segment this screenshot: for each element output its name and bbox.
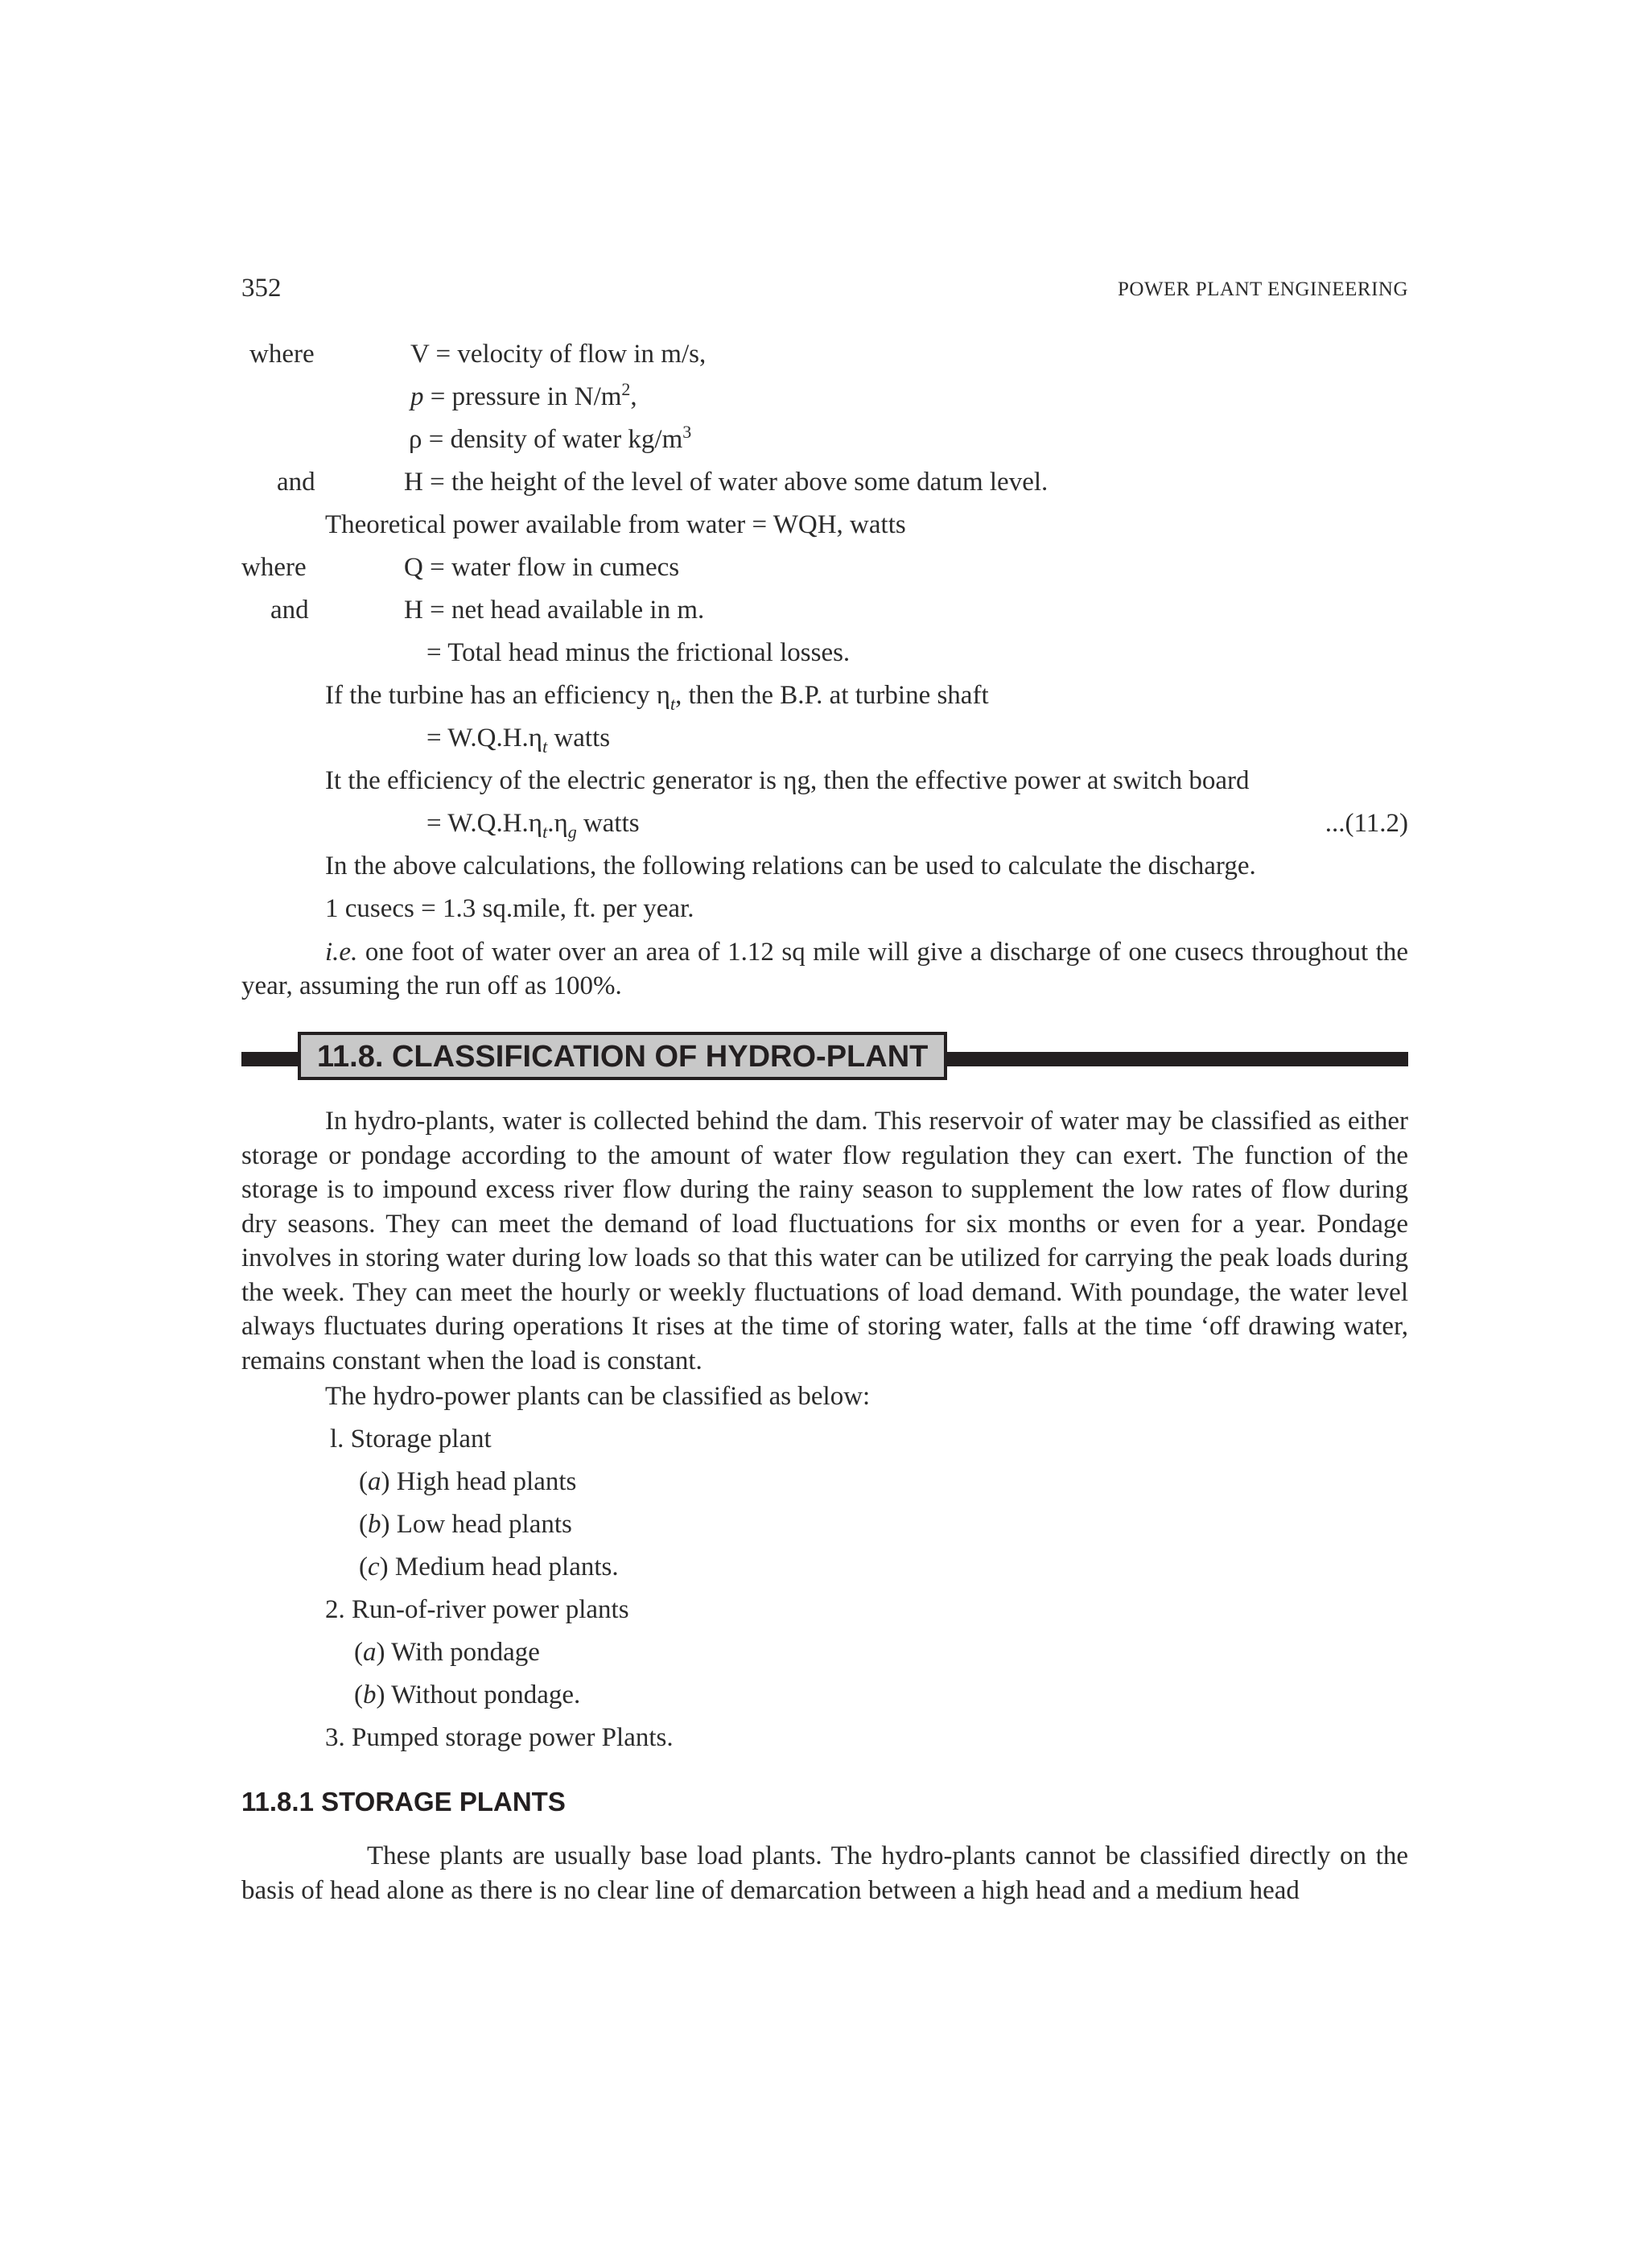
total-head-line: = Total head minus the frictional losses. — [426, 638, 851, 667]
density-text: ρ = density of water kg/m — [409, 425, 683, 454]
item-text: Low head plants — [389, 1510, 572, 1539]
bp-text-a: = W.Q.H.η — [426, 724, 543, 753]
eff-text-b: watts — [576, 809, 640, 838]
page-number: 352 — [241, 274, 282, 303]
ie-text: one foot of water over an area of 1.12 sq mile will give a discharge of one cusecs throughout the year, assuming the run off as 100%. — [241, 938, 1408, 1000]
pressure-end: , — [630, 382, 637, 411]
item-letter: b — [368, 1510, 381, 1539]
net-head-definition: H = net head available in m. — [404, 596, 705, 625]
list-intro: The hydro-power plants can be classified as below: — [325, 1382, 871, 1411]
item-letter: c — [368, 1553, 380, 1581]
page-header — [241, 274, 1408, 306]
list-item-pumped-storage: 3. Pumped storage power Plants. — [325, 1723, 674, 1752]
where-label: where — [249, 340, 315, 369]
eff-text-a: = W.Q.H.η — [426, 809, 543, 838]
turbine-text-b: , then the B.P. at turbine shaft — [675, 681, 989, 710]
pressure-exponent: 2 — [621, 379, 631, 399]
pressure-definition — [410, 381, 637, 413]
eff-subscript-t: t — [542, 822, 548, 842]
bp-text-b: watts — [547, 724, 611, 753]
list-item-storage: l. Storage plant — [330, 1425, 492, 1454]
section-banner — [241, 1032, 1408, 1083]
item-text: Without pondage. — [385, 1680, 581, 1709]
p-symbol: p — [410, 382, 424, 411]
running-head: POWER PLANT ENGINEERING — [1117, 278, 1408, 300]
theoretical-power-line: Theoretical power available from water = WQH, watts — [325, 510, 906, 539]
storage-plants-paragraph — [241, 1839, 1408, 1907]
item-letter: a — [363, 1638, 377, 1667]
list-item-high-head: (a) High head plants — [359, 1467, 577, 1496]
where-label: where — [241, 553, 307, 582]
bp-equation — [426, 722, 611, 757]
item-letter: a — [368, 1467, 381, 1496]
velocity-definition: V = velocity of flow in m/s, — [410, 340, 707, 369]
equation-number: ...(11.2) — [1325, 809, 1408, 838]
list-item-medium-head: (c) Medium head plants. — [359, 1553, 619, 1581]
eff-subscript-g: g — [567, 822, 577, 842]
and-label: and — [277, 468, 315, 497]
bp-subscript: t — [542, 736, 548, 757]
generator-line: It the efficiency of the electric generator is ηg, then the effective power at switch board — [325, 766, 1250, 795]
cusecs-line: 1 cusecs = 1.3 sq.mile, ft. per year. — [325, 894, 694, 923]
pressure-text: = pressure in N/m — [423, 382, 622, 411]
list-item-run-of-river: 2. Run-of-river power plants — [325, 1595, 629, 1624]
storage-plants-text: These plants are usually base load plants. The hydro-plants cannot be classified directly on the basis of head alone as there is no clear line of demarcation between a high head and a medium head — [241, 1841, 1408, 1905]
ie-abbrev: i.e. — [325, 938, 358, 967]
item-text: High head plants — [389, 1467, 577, 1496]
density-exponent: 3 — [682, 422, 692, 442]
ie-paragraph — [241, 935, 1408, 1003]
list-item-low-head: (b) Low head plants — [359, 1510, 572, 1539]
flow-definition: Q = water flow in cumecs — [404, 553, 680, 582]
turbine-efficiency-line — [325, 679, 989, 714]
item-text: With pondage — [385, 1638, 540, 1667]
section-title: 11.8. CLASSIFICATION OF HYDRO-PLANT — [298, 1032, 947, 1080]
calculation-line: In the above calculations, the following relations can be used to calculate the discharge. — [325, 852, 1256, 880]
height-definition: H = the height of the level of water above some datum level. — [404, 468, 1049, 497]
list-item-without-pondage: (b) Without pondage. — [354, 1680, 581, 1709]
eff-text-mid: .η — [547, 809, 568, 838]
list-item-with-pondage: (a) With pondage — [354, 1638, 540, 1667]
item-letter: b — [363, 1680, 377, 1709]
turbine-text-a: If the turbine has an efficiency η — [325, 681, 670, 710]
turbine-subscript: t — [670, 694, 676, 714]
and-label: and — [270, 596, 309, 625]
subsection-title: 11.8.1 STORAGE PLANTS — [241, 1787, 566, 1816]
classification-paragraph — [241, 1104, 1408, 1378]
classification-text: In hydro-plants, water is collected behind the dam. This reservoir of water may be classified as either storage or pondage according to the amount of water flow regulation they can exert. The function of the storage is to impound excess river flow during the rainy season to supplement the low rates of flow during dry seasons. They can meet the demand of load fluctuations for six months or even for a year. Pondage involves in storing water during low loads so that this water can be utilized for carrying the peak loads during the week. They can meet the hourly or weekly fluctuations of load demand. With poundage, the water level always fluctuates during operations It rises at the time of storing water, falls at the time ‘off drawing water, remains constant when the load is constant. — [241, 1107, 1408, 1375]
effective-power-equation — [426, 807, 640, 842]
density-definition — [409, 423, 691, 456]
item-text: Medium head plants. — [388, 1553, 619, 1581]
